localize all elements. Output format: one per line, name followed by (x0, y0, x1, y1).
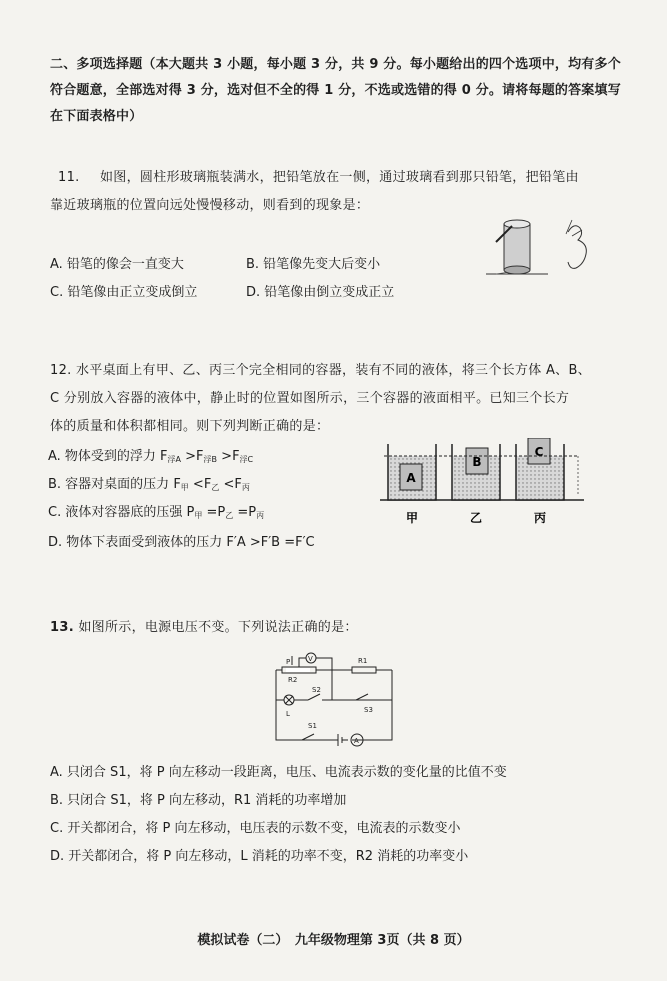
q13-stem (50, 615, 358, 641)
q12-stem-line3: 体的质量和体积都相同。则下列判断正确的是： (50, 419, 330, 434)
container-jia-label: 甲 (405, 511, 419, 525)
q12-stem-line2: C 分别放入容器的液体中，静止时的位置如图所示，三个容器的液面相平。已知三个长方 (50, 391, 570, 406)
page-footer: 模拟试卷（二） 九年级物理第 3页（共 8 页） (197, 933, 470, 948)
q11-bottle-figure (486, 212, 606, 282)
section-heading: 二、多项选择题（本大题共 3 小题，每小题 3 分，共 9 分。每小题给出的四个选项中，均有多个符合题意，全部选对得 3 分，选对但不全的得 1 分，不选或选错的得 0 分。请将每题的答案填写在下面表格中） (50, 57, 621, 124)
q11-stem-line1: 如图，圆柱形玻璃瓶装满水，把铅笔放在一侧，通过玻璃看到那只铅笔，把铅笔由 (100, 170, 579, 185)
circuit-label-s3: S3 (364, 706, 373, 714)
q13-option-d: D. 开关都闭合，将 P 向左移动，L 消耗的功率不变，R2 消耗的功率变小 (50, 849, 469, 864)
q13-number: 13. (50, 620, 74, 635)
q13-option-b: B. 只闭合 S1，将 P 向左移动，R1 消耗的功率增加 (50, 793, 347, 808)
q11-option-b: B. 铅笔像先变大后变小 (246, 257, 381, 272)
circuit-label-s2: S2 (312, 686, 321, 694)
q12-option-c: C. 液体对容器底的压强 $P_甲 =P_乙 =P_丙$ (48, 505, 265, 520)
block-b-label: B (472, 455, 482, 469)
q12-option-b: B. 容器对桌面的压力 $F_甲 <F_乙 <F_丙$ (48, 477, 250, 492)
q13-stem-text: 如图所示，电源电压不变。下列说法正确的是： (78, 620, 358, 635)
q12-stem-line1 (50, 358, 591, 384)
block-c-label: C (534, 445, 544, 459)
circuit-label-a: A (354, 737, 359, 745)
container-bing-label: 丙 (533, 511, 547, 525)
circuit-label-s1: S1 (308, 722, 317, 730)
q11-stem-line2: 靠近玻璃瓶的位置向远处慢慢移动，则看到的现象是： (50, 198, 370, 213)
q11-option-a: A. 铅笔的像会一直变大 (50, 257, 184, 272)
q13-option-a: A. 只闭合 S1，将 P 向左移动一段距离，电压、电流表示数的变化量的比值不变 (50, 765, 507, 780)
q12-containers-figure (378, 438, 590, 530)
circuit-label-r1: R1 (358, 657, 368, 665)
q12-option-a: A. 物体受到的浮力 $F_{浮A} >F_{浮B} >F_{浮C}$ (48, 449, 254, 464)
q12-stem-line1-text: 水平桌面上有甲、乙、丙三个完全相同的容器，装有不同的液体，将三个长方体 A、B、 (76, 363, 591, 378)
q13-circuit-figure (268, 650, 408, 750)
circuit-label-v: V (308, 655, 313, 663)
container-yi-label: 乙 (469, 511, 483, 525)
circuit-label-r2: R2 (288, 676, 298, 684)
q12-option-d: D. 物体下表面受到液体的压力 F′A >F′B =F′C (48, 535, 315, 550)
circuit-label-l: L (286, 710, 290, 718)
q13-option-c: C. 开关都闭合，将 P 向左移动，电压表的示数不变，电流表的示数变小 (50, 821, 461, 836)
q11-option-d: D. 铅笔像由倒立变成正立 (246, 285, 395, 300)
block-a-label: A (406, 471, 416, 485)
circuit-label-p: P (286, 658, 291, 666)
q11-number: 11. (58, 170, 80, 185)
q12-number: 12. (50, 363, 72, 378)
q11-option-c: C. 铅笔像由正立变成倒立 (50, 285, 198, 300)
